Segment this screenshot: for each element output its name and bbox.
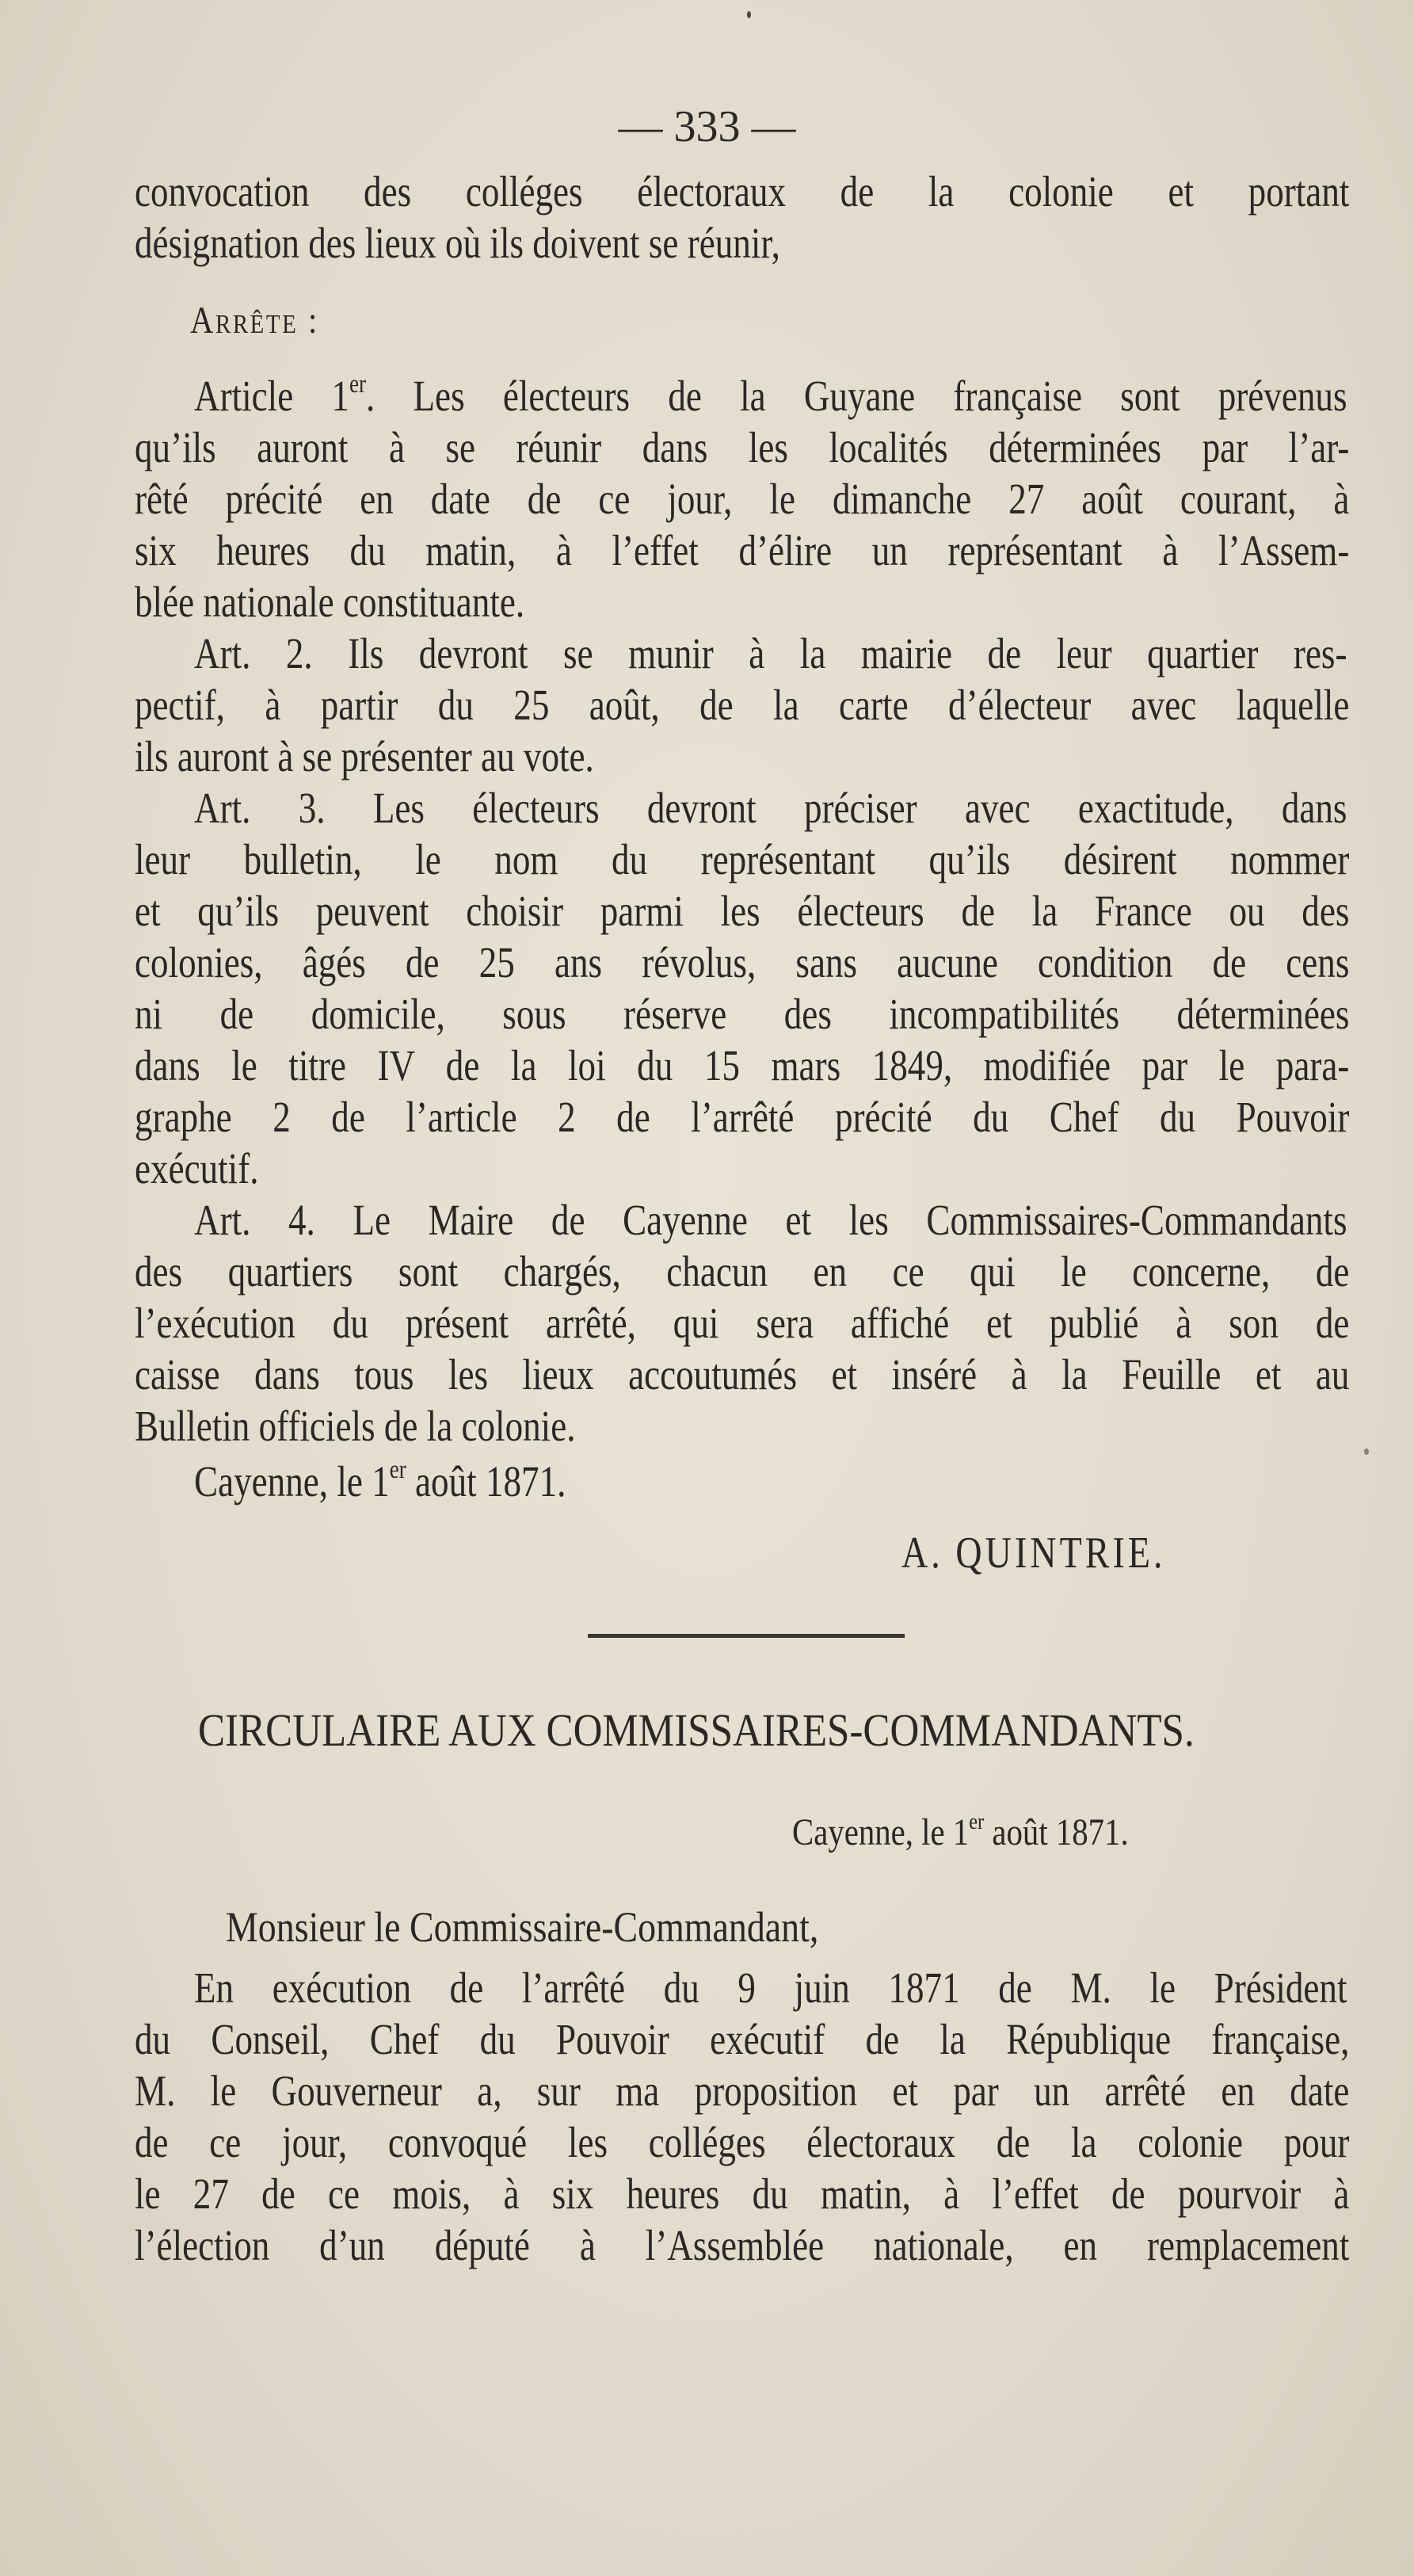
text-line: l’exécution du présent arrêté, qui sera affiché et publié à son de: [135, 1299, 1350, 1347]
text-line: le 27 de ce mois, à six heures du matin, à l’effet de pourvoir à: [135, 2170, 1350, 2218]
date-text: août 1871.: [406, 1457, 566, 1506]
date-text: Cayenne, le 1: [792, 1811, 970, 1853]
text-line: et qu’ils peuvent choisir parmi les électeurs de la France ou des: [135, 887, 1350, 935]
text-line: M. le Gouverneur a, sur ma proposition et par un arrêté en date: [135, 2067, 1350, 2115]
ink-speck: [1364, 1448, 1369, 1455]
superscript: er: [389, 1455, 406, 1484]
text-line: du Conseil, Chef du Pouvoir exécutif de la République française,: [135, 2015, 1350, 2063]
text-line: dans le titre IV de la loi du 15 mars 1849, modifiée par le para-: [135, 1041, 1350, 1090]
text-line: rêté précité en date de ce jour, le dimanche 27 août courant, à: [135, 475, 1350, 523]
article-1-label: Article 1: [194, 372, 349, 420]
page-number: — 333 —: [618, 102, 796, 151]
text-line: ni de domicile, sous réserve des incompatibilités déterminées: [135, 990, 1350, 1038]
text-line: six heures du matin, à l’effet d’élire un représentant à l’Assem-: [135, 526, 1350, 574]
superscript: er: [349, 369, 367, 399]
text-line: graphe 2 de l’article 2 de l’arrêté précité du Chef du Pouvoir: [135, 1093, 1350, 1141]
text-line: désignation des lieux où ils doivent se réunir,: [135, 219, 780, 267]
text-line: des quartiers sont chargés, chacun en ce qui le concerne, de: [135, 1247, 1350, 1296]
article-1-text: . Les électeurs de la Guyane française sont prévenus: [366, 372, 1347, 420]
arrete-label: Arrête :: [190, 300, 319, 342]
text-line: Bulletin officiels de la colonie.: [135, 1402, 576, 1450]
text-line: l’élection d’un député à l’Assemblée nationale, en remplacement: [135, 2221, 1350, 2269]
article-2-first-line: Art. 2. Ils devront se munir à la mairie de leur quartier res-: [194, 629, 1347, 677]
article-3-first-line: Art. 3. Les électeurs devront préciser avec exactitude, dans: [194, 784, 1347, 832]
signature: A. QUINTRIE.: [901, 1528, 1166, 1578]
date-text: août 1871.: [984, 1811, 1129, 1853]
text-line: blée nationale constituante.: [135, 578, 525, 626]
text-line: ils auront à se présenter au vote.: [135, 732, 594, 780]
article-4-first-line: Art. 4. Le Maire de Cayenne et les Commissaires-Commandants: [194, 1196, 1347, 1244]
text-line: colonies, âgés de 25 ans révolus, sans aucune condition de cens: [135, 938, 1350, 987]
article-1-first-line: [194, 369, 1347, 423]
text-line: exécutif.: [135, 1144, 259, 1193]
circulaire-date: [792, 1808, 1129, 1857]
text-line: pectif, à partir du 25 août, de la carte d’électeur avec laquelle: [135, 681, 1350, 729]
text-line: leur bulletin, le nom du représentant qu’ils désirent nommer: [135, 835, 1350, 883]
ink-speck: [747, 11, 751, 18]
section-divider: [588, 1634, 905, 1638]
salutation: Monsieur le Commissaire-Commandant,: [226, 1903, 819, 1951]
circulaire-first-line: En exécution de l’arrêté du 9 juin 1871 de M. le Président: [194, 1963, 1347, 2012]
date-text: Cayenne, le 1: [194, 1457, 390, 1506]
circulaire-heading: CIRCULAIRE AUX COMMISSAIRES-COMMANDANTS.: [198, 1704, 1195, 1756]
superscript: er: [969, 1808, 985, 1834]
date-line: [194, 1455, 1188, 1509]
text-line: caisse dans tous les lieux accoutumés et inséré à la Feuille et au: [135, 1350, 1350, 1399]
text-line: qu’ils auront à se réunir dans les localités déterminées par l’ar-: [135, 423, 1350, 471]
text-line: convocation des colléges électoraux de la colonie et portant: [135, 167, 1350, 216]
text-line: de ce jour, convoqué les colléges électoraux de la colonie pour: [135, 2118, 1350, 2166]
